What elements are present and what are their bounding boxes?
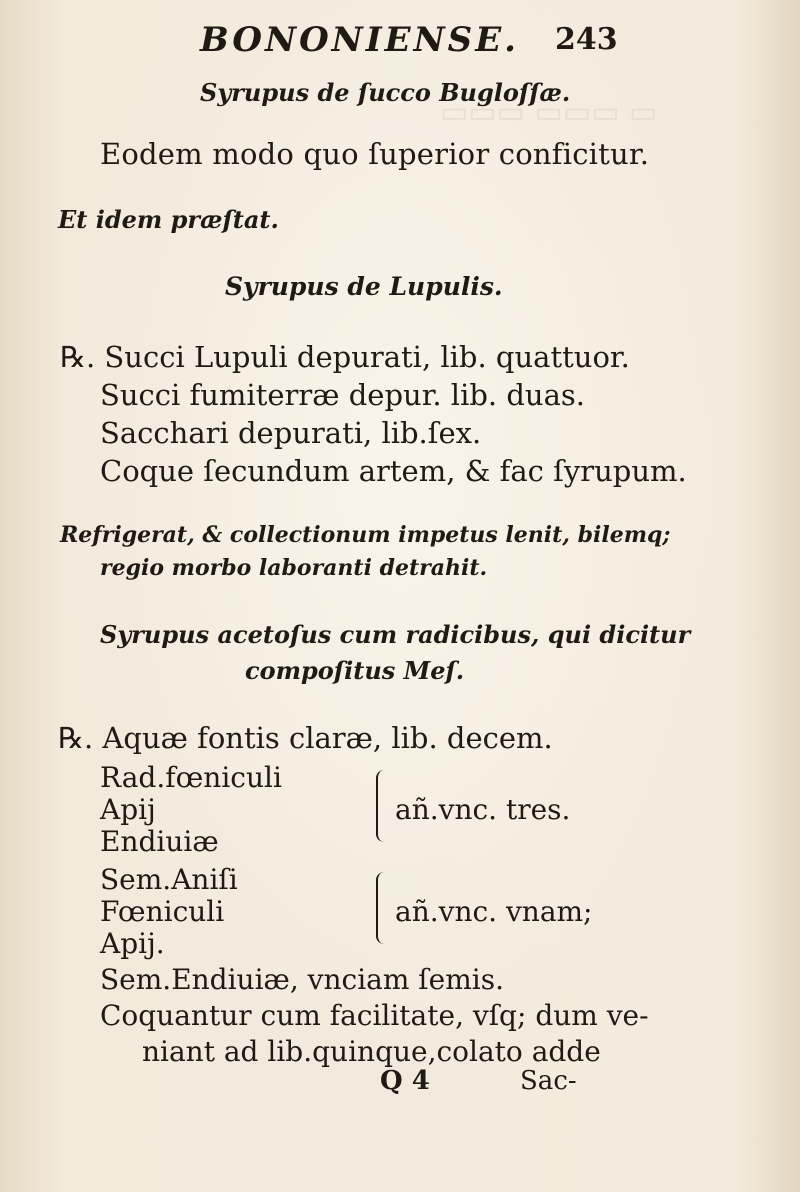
page-number: 243	[555, 22, 618, 57]
effect-note: regio morbo laboranti detrahit.	[100, 555, 488, 581]
dose: añ.vnc. tres.	[395, 793, 571, 826]
brace	[376, 770, 388, 842]
section-title: Syrupus acetoſus cum radicibus, qui dicitur	[100, 620, 691, 649]
recipe-line: Sacchari depurati, lib.ſex.	[100, 416, 482, 450]
ingredient: Apij	[100, 793, 156, 826]
ingredient: Fœniculi	[100, 895, 225, 928]
recipe-line: niant ad lib.quinque,colato adde	[142, 1035, 601, 1068]
catchword: Sac-	[520, 1066, 577, 1096]
effect-note: Refrigerat, & collectionum impetus lenit, bilemq;	[60, 522, 671, 548]
section-title: compoſitus Meſ.	[245, 656, 465, 685]
recipe-line: Coque ſecundum artem, & fac ſyrupum.	[100, 454, 687, 488]
show-through: ▭ ▭▭▭ ▭▭▭	[440, 95, 658, 130]
effect-note: Et idem præſtat.	[58, 205, 279, 234]
section-title: Syrupus de Lupulis.	[225, 272, 503, 301]
ingredient: Rad.fœniculi	[100, 761, 282, 794]
recipe-line: ℞. Aquæ fontis claræ, lib. decem.	[58, 721, 553, 755]
section-title: Syrupus de ſucco Bugloſſæ.	[200, 78, 571, 107]
recipe-line: Sem.Endiuiæ, vnciam ſemis.	[100, 963, 505, 996]
ingredient: Endiuiæ	[100, 825, 219, 858]
recipe-line: Coquantur cum facilitate, vſq; dum ve-	[100, 999, 649, 1032]
signature-mark: Q 4	[380, 1066, 430, 1096]
body-line: Eodem modo quo ſuperior conficitur.	[100, 137, 650, 171]
ingredient: Sem.Aniſi	[100, 863, 238, 896]
running-header: BONONIENSE.	[200, 20, 519, 60]
recipe-line: ℞. Succi Lupuli depurati, lib. quattuor.	[60, 340, 630, 374]
ingredient: Apij.	[100, 927, 165, 960]
recipe-line: Succi fumiterræ depur. lib. duas.	[100, 378, 585, 412]
dose: añ.vnc. vnam;	[395, 895, 593, 928]
brace	[376, 872, 388, 944]
